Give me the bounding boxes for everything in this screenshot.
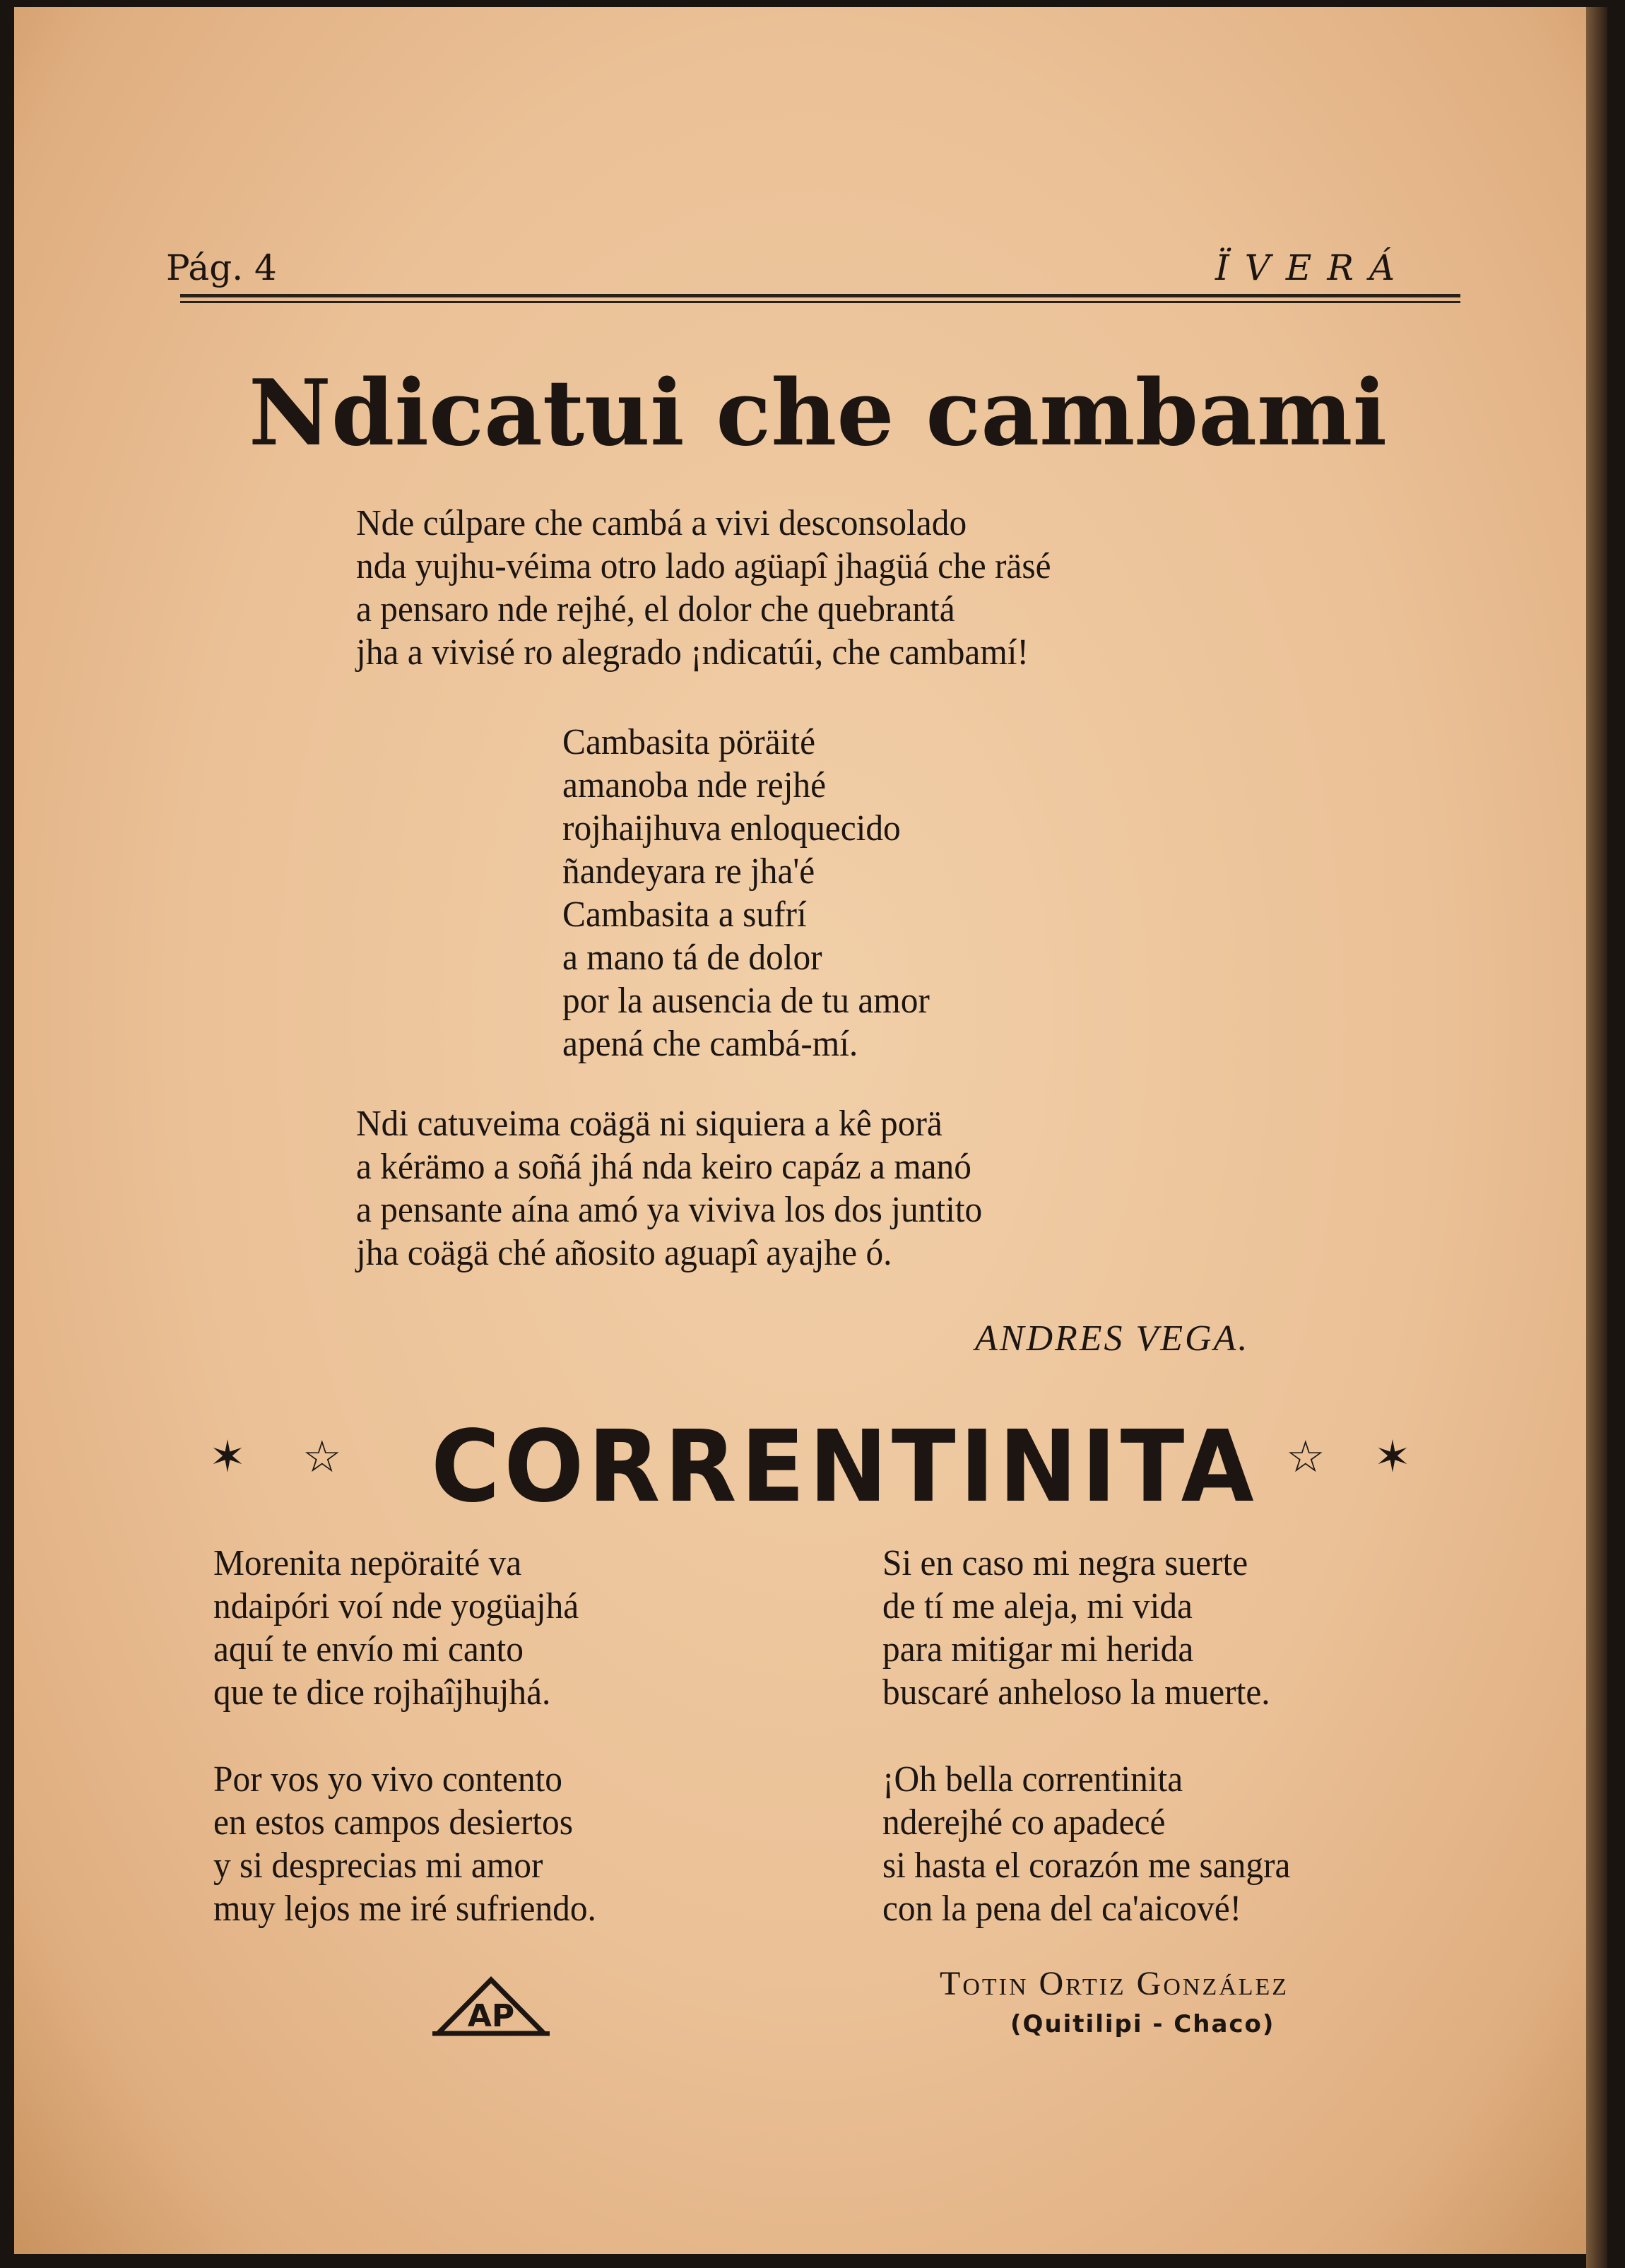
magazine-page [14,7,1607,2254]
star-icon: ✶ [209,1431,246,1482]
stanza-3 [356,1102,982,1275]
verse-line: para mitigar mi herida [882,1629,1194,1670]
header-rule [180,294,1460,297]
verse-line: Por vos yo vivo contento [213,1759,562,1800]
verse-line: a mano tá de dolor [562,938,822,978]
verse-line: a kérämo a soñá jhá nda keiro capáz a manó [356,1147,971,1187]
left-column [213,1542,596,1930]
verse-line: a pensante aína amó ya viviva los dos juntito [356,1190,983,1230]
verse-line: buscaré anheloso la muerte. [882,1672,1270,1713]
verse-line: Cambasita pöräité [562,722,816,762]
verse-line: rojhaijhuva enloquecido [562,808,901,849]
verse-line: Nde cúlpare che cambá a vivi desconsolado [356,503,967,543]
verse-line: con la pena del ca'aicové! [882,1889,1242,1929]
header-rule [180,301,1460,303]
poem-author: Totin Ortiz González [940,1965,1289,2002]
stanza-2 [562,721,930,1065]
verse-line: ñandeyara re jha'é [562,851,815,892]
verse-line: ¡Oh bella correntinita [882,1759,1183,1800]
author-location: (Quitilipi - Chaco) [1010,2010,1275,2038]
verse-line: de tí me aleja, mi vida [882,1586,1193,1626]
poem-title: Ndicatui che cambami [248,360,1388,466]
verse-line: Morenita nepöraité va [213,1543,522,1583]
verse-line: y si desprecias mi amor [213,1845,543,1886]
verse-line: Ndi catuveima coägä ni siquiera a kê porä [356,1104,942,1144]
verse-line: jha coägä ché añosito aguapî ayajhe ó. [356,1233,892,1273]
verse-line: ndaipóri voí nde yogüajhá [213,1586,579,1626]
verse-line: nda yujhu-véima otro lado agüapî jhagüá che räsé [356,546,1051,586]
verse-line: que te dice rojhaîjhujhá. [213,1672,551,1713]
verse-line: amanoba nde rejhé [562,765,827,805]
poem-author: ANDRES VEGA. [975,1318,1250,1359]
star-outline-icon: ☆ [302,1431,342,1482]
svg-text:AP: AP [467,1998,515,2034]
publisher-logo [431,1971,551,2045]
verse-line: aquí te envío mi canto [213,1629,524,1670]
poem-title: CORRENTINITA [431,1410,1258,1525]
verse-line: si hasta el corazón me sangra [882,1845,1291,1886]
verse-line: a pensaro nde rejhé, el dolor che quebrantá [356,589,955,630]
stanza-1 [356,502,1051,674]
verse-line: apená che cambá-mí. [562,1024,858,1064]
right-column [882,1542,1290,1930]
magazine-name: ÏVERÁ [1215,247,1411,288]
star-icon: ✶ [1374,1431,1411,1482]
page-edge [1586,7,1607,2268]
page-number: Pág. 4 [166,247,277,288]
verse-line: jha a vivisé ro alegrado ¡ndicatúi, che cambamí! [356,632,1029,673]
verse-line: por la ausencia de tu amor [562,981,930,1021]
star-outline-icon: ☆ [1286,1431,1325,1482]
verse-line: Cambasita a sufrí [562,894,807,935]
verse-line: muy lejos me iré sufriendo. [213,1889,596,1929]
verse-line: nderejhé co apadecé [882,1802,1166,1843]
verse-line: Si en caso mi negra suerte [882,1543,1248,1583]
verse-line: en estos campos desiertos [213,1802,573,1843]
